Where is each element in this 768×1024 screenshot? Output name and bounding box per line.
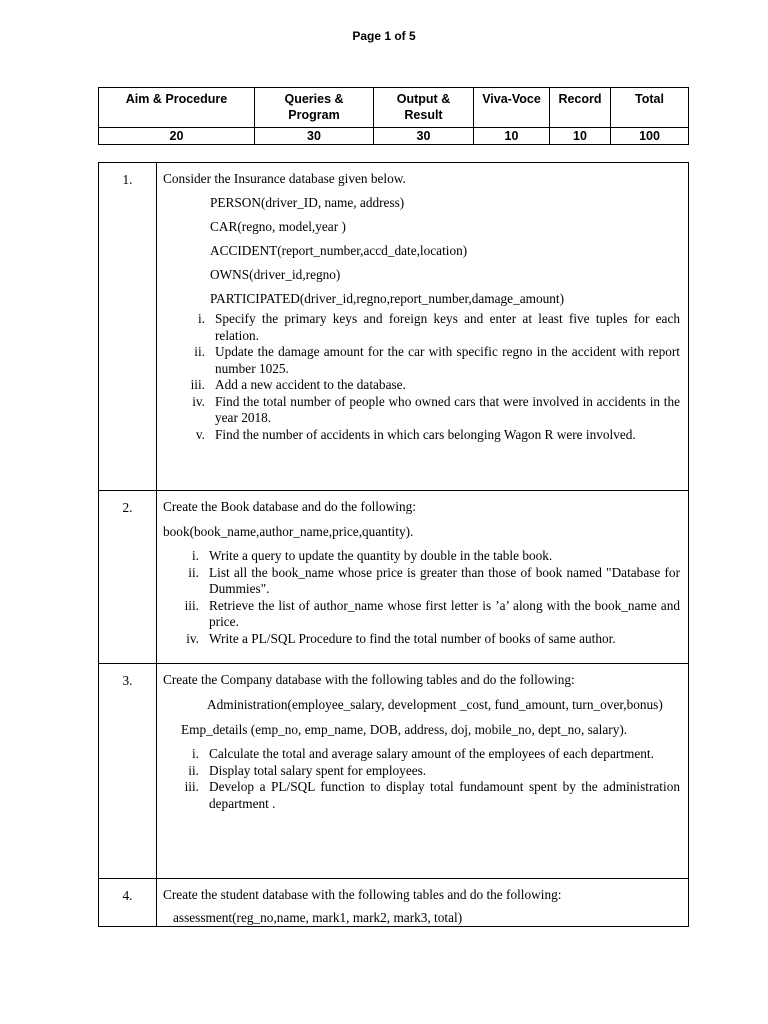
task-number: ii. (188, 762, 199, 778)
task-item (163, 427, 680, 444)
question-intro: Consider the Insurance database given below. (163, 171, 406, 186)
marks-value-record: 10 (550, 128, 611, 145)
schema-administration: Administration(employee_salary, development _cost, fund_amount, turn_over,bonus) (207, 697, 663, 712)
task-text: Calculate the total and average salary amount of the employees of each department. (209, 746, 654, 761)
schema-owns: OWNS(driver_id,regno) (210, 267, 341, 282)
marks-value-total: 100 (611, 128, 689, 145)
schema-accident: ACCIDENT(report_number,accd_date,location) (210, 243, 468, 258)
question-row-4 (99, 879, 689, 927)
schema-person: PERSON(driver_ID, name, address) (210, 195, 405, 210)
question-intro: Create the Book database and do the following: (163, 499, 416, 514)
task-number: iv. (186, 630, 199, 646)
page-number: Page 1 of 5 (352, 29, 416, 43)
task-text: Update the damage amount for the car with specific regno in the accident with report number 1025. (215, 344, 680, 376)
marks-table (98, 87, 689, 145)
marks-value-output: 30 (374, 128, 474, 145)
task-item (163, 565, 680, 598)
task-item (163, 598, 680, 631)
schema-car: CAR(regno, model,year ) (210, 219, 346, 234)
marks-col-queries: Queries & Program (255, 88, 374, 128)
task-item (163, 746, 680, 763)
questions-table (98, 162, 689, 927)
marks-value-row (99, 128, 689, 145)
task-text: Find the total number of people who owned cars that were involved in accidents in the year 2018. (215, 393, 680, 425)
task-number: iii. (184, 779, 199, 794)
marks-col-output: Output & Result (374, 88, 474, 128)
task-item (163, 763, 680, 780)
marks-header-row (99, 88, 689, 128)
task-item (163, 394, 680, 427)
marks-value-aim: 20 (99, 128, 255, 145)
schema-participated: PARTICIPATED(driver_id,regno,report_number,damage_amount) (210, 291, 565, 306)
task-number: iii. (184, 597, 199, 613)
question-intro: Create the student database with the following tables and do the following: (163, 887, 562, 902)
question-intro: Create the Company database with the following tables and do the following: (163, 672, 575, 687)
task-text: Add a new accident to the database. (215, 377, 406, 392)
task-item (163, 779, 680, 812)
question-row-3 (99, 664, 689, 879)
question-body (157, 163, 689, 491)
task-number: ii. (194, 344, 205, 359)
task-number: i. (191, 746, 199, 761)
task-item (163, 344, 680, 377)
question-number: 3. (99, 664, 157, 879)
task-number: iii. (190, 377, 205, 392)
marks-col-record: Record (550, 88, 611, 128)
task-item (163, 311, 680, 344)
marks-col-total: Total (611, 88, 689, 128)
task-number: i. (197, 311, 205, 326)
question-row-1 (99, 163, 689, 491)
task-number: iv. (192, 393, 205, 409)
task-item (163, 377, 680, 394)
task-text: Develop a PL/SQL function to display total fundamount spent by the administration department . (209, 779, 680, 811)
question-body (157, 664, 689, 879)
task-list (163, 311, 680, 443)
schema-assessment: assessment(reg_no,name, mark1, mark2, mark3, total) (173, 910, 463, 925)
schema-emp-details: Emp_details (emp_no, emp_name, DOB, address, doj, mobile_no, dept_no, salary). (181, 722, 628, 737)
question-number: 1. (99, 163, 157, 491)
task-item (163, 548, 680, 565)
schema-list (163, 194, 680, 307)
marks-col-aim: Aim & Procedure (99, 88, 255, 128)
task-list (163, 548, 680, 647)
task-text: Find the number of accidents in which cars belonging Wagon R were involved. (215, 426, 636, 442)
task-text: List all the book_name whose price is greater than those of book named "Database for Dummies". (209, 564, 680, 596)
task-item (163, 631, 680, 648)
question-number: 4. (99, 879, 157, 927)
task-number: ii. (188, 564, 199, 580)
marks-value-queries: 30 (255, 128, 374, 145)
task-text: Write a query to update the quantity by double in the table book. (209, 548, 553, 563)
marks-value-viva: 10 (474, 128, 550, 145)
task-number: i. (191, 548, 199, 563)
question-body (157, 491, 689, 664)
schema-book: book(book_name,author_name,price,quantity). (163, 524, 414, 539)
marks-col-viva: Viva-Voce (474, 88, 550, 128)
task-list (163, 746, 680, 812)
task-text: Write a PL/SQL Procedure to find the total number of books of same author. (209, 630, 616, 646)
task-text: Display total salary spent for employees. (209, 762, 427, 778)
task-text: Specify the primary keys and foreign keys and enter at least five tuples for each relation. (215, 311, 680, 343)
question-number: 2. (99, 491, 157, 664)
question-row-2 (99, 491, 689, 664)
question-body (157, 879, 689, 927)
task-number: v. (195, 426, 205, 442)
task-text: Retrieve the list of author_name whose first letter is ’a’ along with the book_name and price. (209, 597, 680, 629)
